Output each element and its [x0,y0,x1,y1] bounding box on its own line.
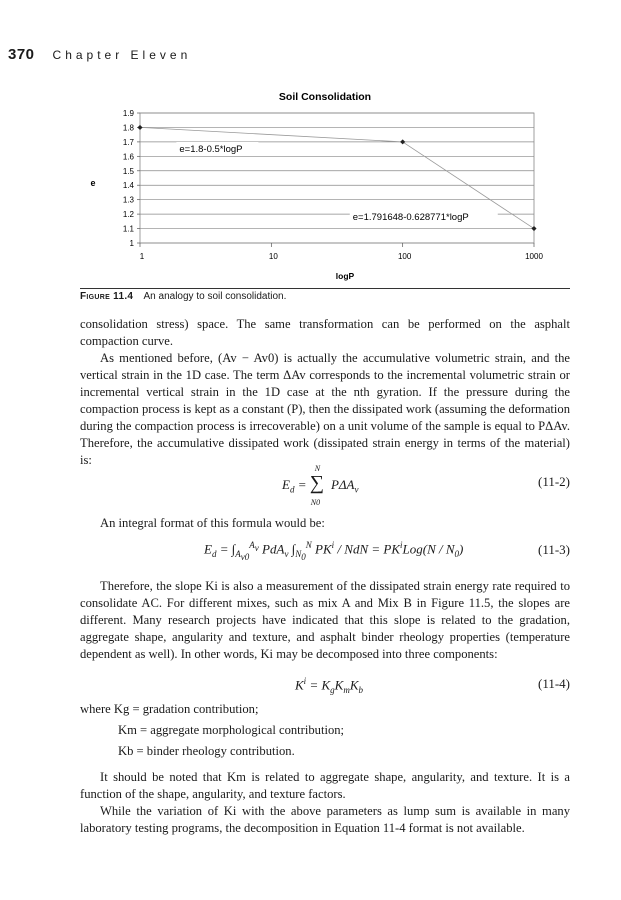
equation-11-2 [80,464,570,508]
paragraph-2: As mentioned before, (Av − Av0) is actually the accumulative volumetric strain, and the vertical strain in the 1D case. The term ΔAv corresponds to the incremental volumetric strain or incremental vertical strain in the 1D case at the nth gyration. If the pressure during the compaction process is kept as a constant (P), then the dissipated work (assuming the deformation during the compaction process is irrecoverable) on a unit volume of the sample is equal to PΔAv. Therefore, the accumulative dissipated work (dissipated strain energy in terms of the material) is: [80,351,570,467]
y-tick-label: 1.7 [122,137,134,147]
y-axis-label: e [90,178,96,188]
page-header [8,46,191,68]
page-number: 370 [8,46,35,63]
equation-11-3 [80,534,570,574]
y-tick-label: 1.1 [122,224,134,234]
figure-rule [80,288,570,289]
y-tick-label: 1.5 [122,166,134,176]
body-paragraph-3 [80,515,570,532]
y-tick-label: 1.4 [122,181,134,191]
equation-11-2-body: $E_d$ = ∑ N N0 $P\Delta A_v$ [282,464,359,507]
figure-caption-text: An analogy to soil consolidation. [143,291,287,302]
equation-11-4-body: $K^i = K_gK_mK_b$ [295,676,363,695]
chapter-title: Chapter Eleven [52,48,192,62]
y-tick-label: 1.6 [122,152,134,162]
figure-label: Figure 11.4 [80,291,134,302]
body-paragraph-4 [80,578,570,663]
body-paragraphs-5-6 [80,769,570,837]
figure-caption [80,291,286,302]
paragraph-1: consolidation stress) space. The same transformation can be performed on the asphalt compaction curve. [80,317,570,348]
x-tick-label: 100 [397,252,412,261]
equation-11-3-number: (11-3) [537,542,570,557]
x-tick-label: 1 [139,252,145,261]
y-tick-label: 1.8 [122,123,134,133]
y-tick-label: 1 [129,239,134,248]
soil-consolidation-chart [80,86,570,286]
equation-11-3-body: $E_d = \int_{A_{v0}}^{A_v}$ PdA$_v$ $\int_{N_0}^N$ $PK^i$ / NdN = $PK^iLog(N / N_0)$ [204,540,464,562]
x-tick-label: 1000 [525,252,543,261]
body-paragraphs-1 [80,316,570,469]
paragraph-5: It should be noted that Km is related to aggregate shape, angularity, and texture. It is a function of the shape, angularity, and texture factors. [80,770,570,801]
y-tick-label: 1.9 [122,109,134,118]
paragraph-4: Therefore, the slope Ki is also a measurement of the dissipated strain energy rate required to consolidate AC. For different mixes, such as mix A and Mix B in Figure 11.5, the slopes are different. Many research projects have indicated that this slope is related to the gradation, aggregate shape, angularity and texture, and asphalt binder rheology properties (temperature dependent as well). In other words, Ki may be decomposed into three components: [80,579,570,661]
y-tick-label: 1.2 [122,210,134,220]
y-tick-label: 1.3 [122,195,134,205]
definition-kg: where Kg = gradation contribution; [80,702,259,716]
paragraph-6: While the variation of Ki with the above parameters as lump sum is available in many laboratory testing programs, the decomposition in Equation 11-4 format is not available. [80,804,570,835]
definition-kb: Kb = binder rheology contribution. [118,744,295,758]
x-tick-label: 10 [268,252,278,261]
equation-11-4-number: (11-4) [537,676,570,691]
equation-11-2-number: (11-2) [537,474,570,489]
paragraph-3: An integral format of this formula would be: [100,516,325,530]
chart-title: Soil Consolidation [278,91,372,103]
x-axis-label: logP [335,271,355,281]
trendline-equation-label: e=1.791648-0.628771*logP [352,211,469,223]
plot-area [140,113,534,243]
definitions-list [80,699,344,762]
definition-km: Km = aggregate morphological contribution; [118,723,345,737]
trendline-equation-label: e=1.8-0.5*logP [179,144,243,155]
